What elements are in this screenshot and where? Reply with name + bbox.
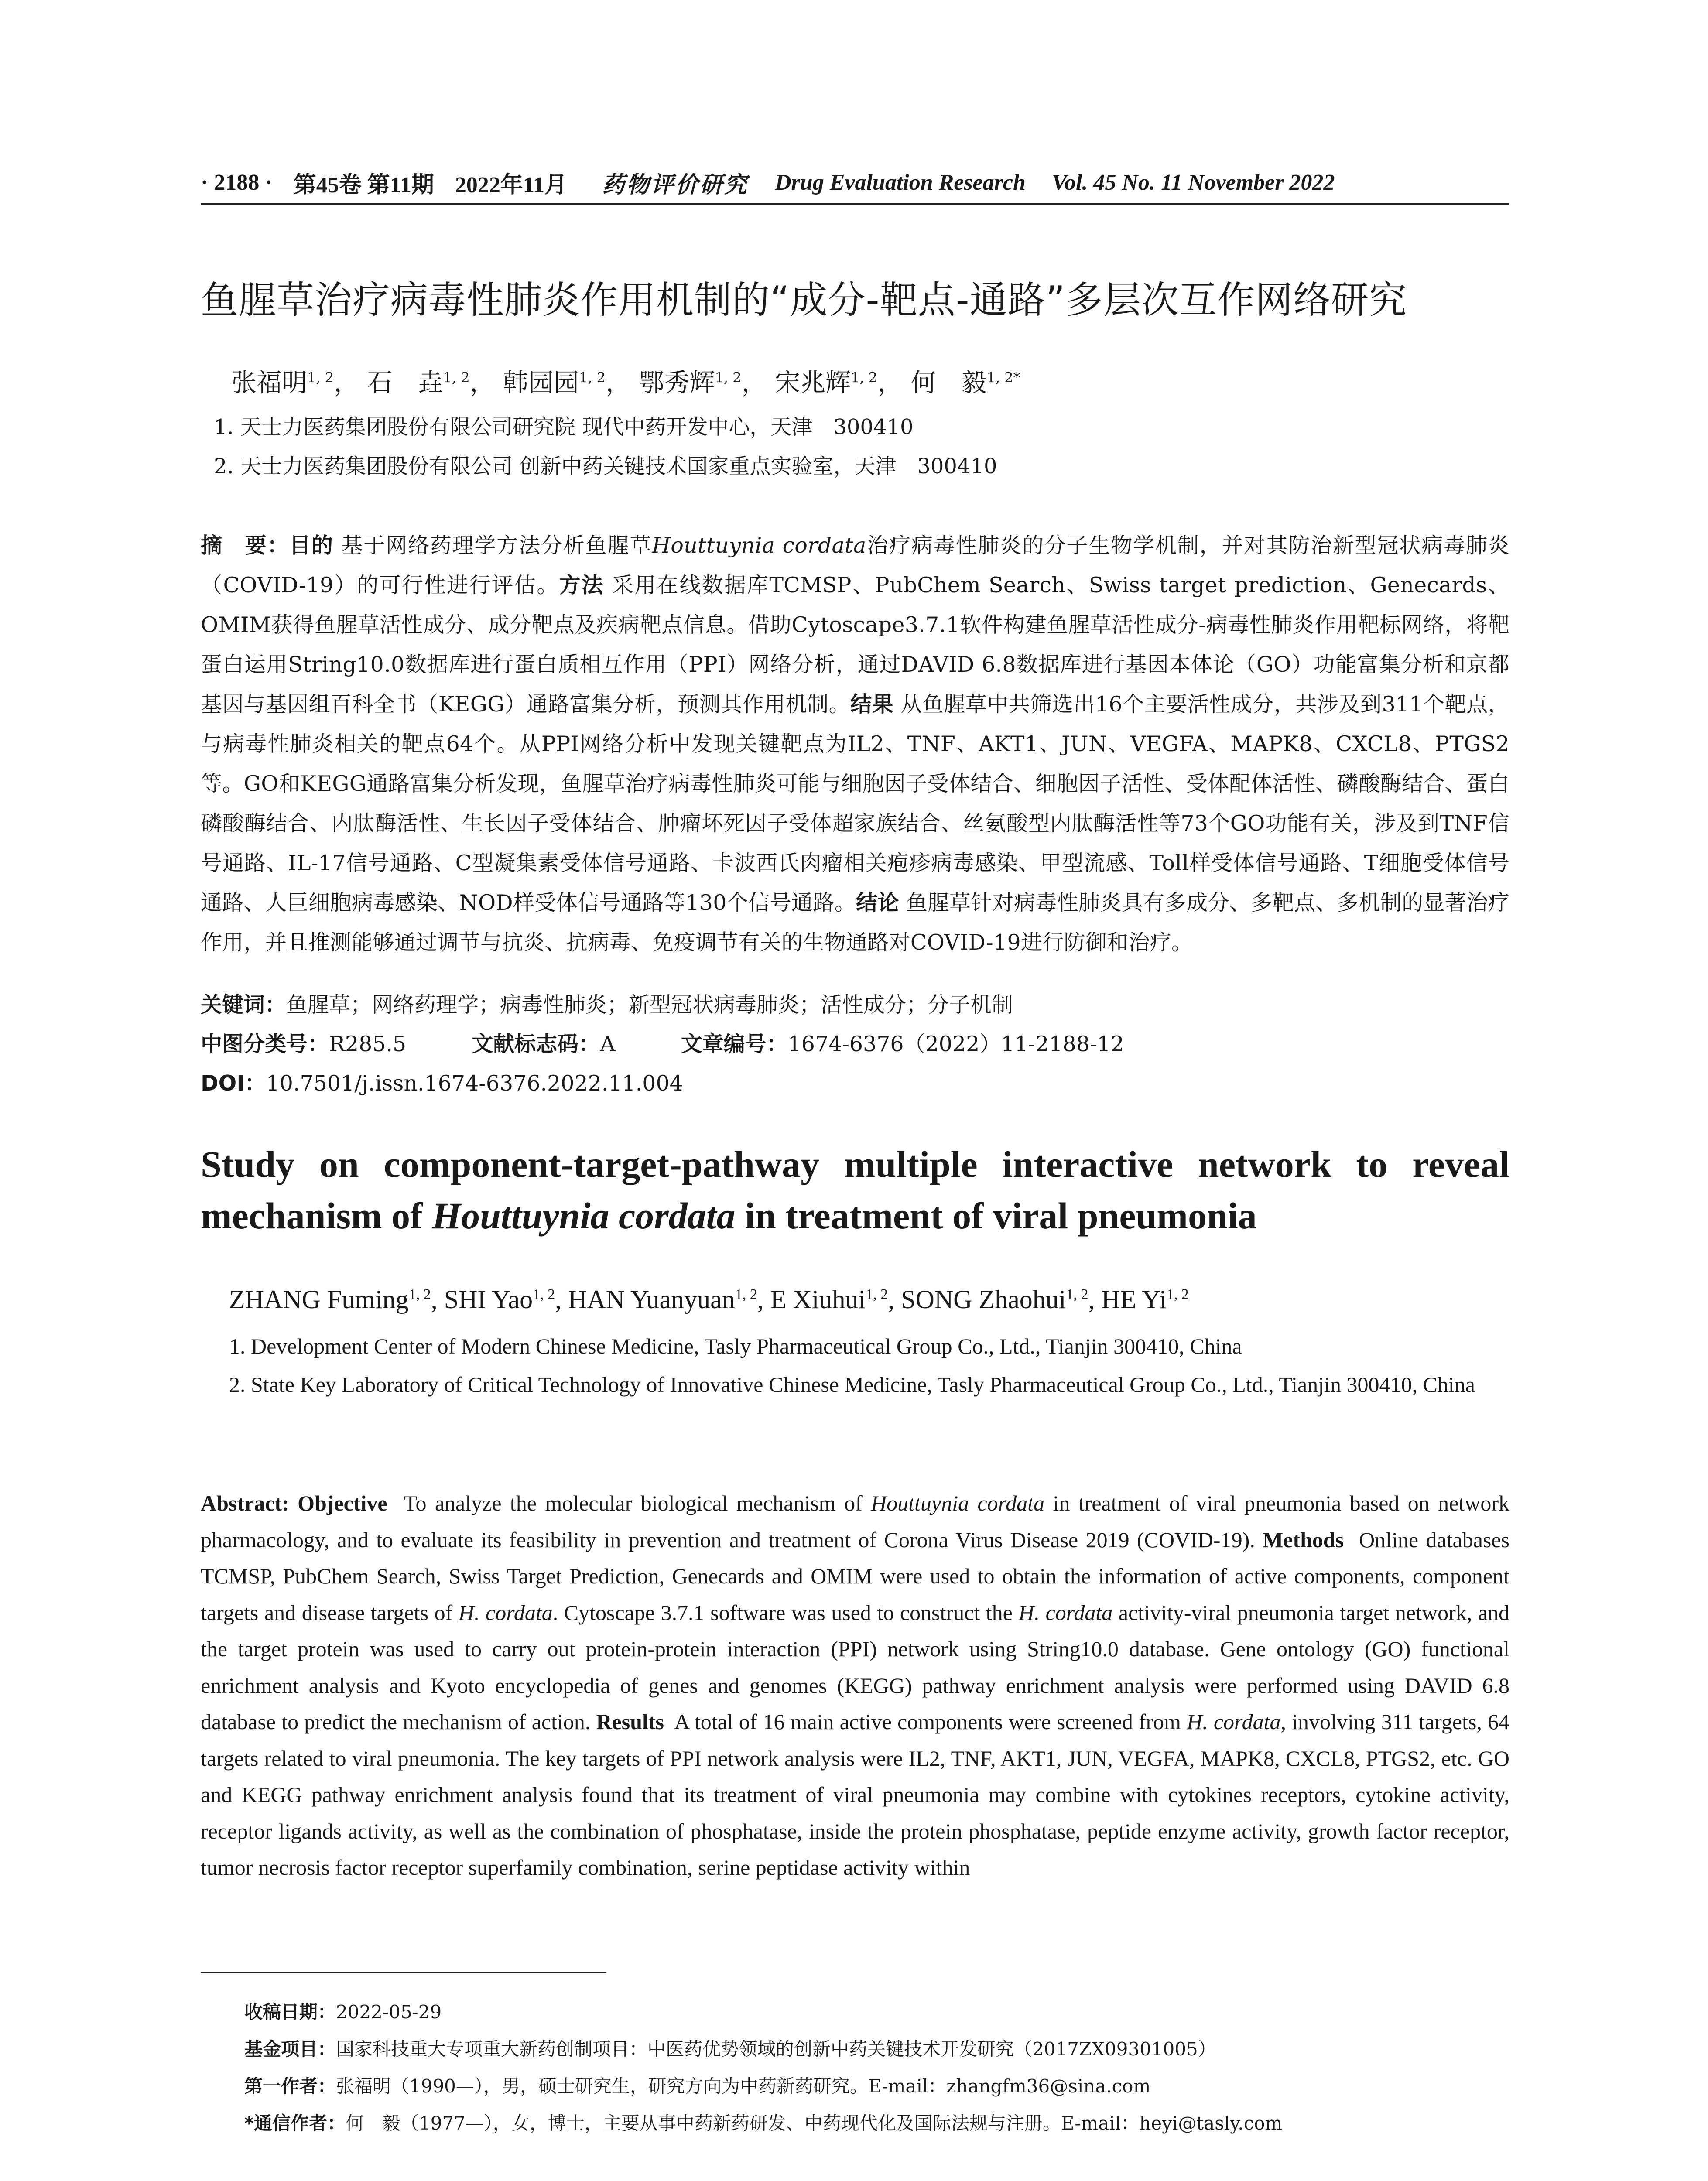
keywords-label: 关键词： (201, 992, 287, 1017)
title-en (201, 1138, 1509, 1241)
author-cn: 宋兆辉 (775, 368, 851, 397)
keywords-value: 鱼腥草；网络药理学；病毒性肺炎；新型冠状病毒肺炎；活性成分；分子机制 (286, 992, 1013, 1017)
footnote-received (244, 1998, 1509, 2024)
author-affil-sup: 1, 2 (851, 369, 878, 386)
author-affil-sup: 1, 2 (307, 369, 334, 386)
title-en-line1: Study on component-target-pathway multiple interactive network to reveal (201, 1143, 1509, 1185)
conclusion-label: 结论 (856, 890, 899, 915)
doi-line (201, 1067, 1509, 1097)
author-affil-sup: 1, 2 (715, 369, 742, 386)
author-en: HE Yi (1101, 1285, 1167, 1314)
article-no-value: 1674-6376（2022）11-2188-12 (787, 1032, 1124, 1056)
results-en-label: Results (596, 1709, 664, 1734)
footnote-fund (244, 2035, 1509, 2061)
footnote-label: 收稿日期： (244, 2001, 336, 2023)
issue-en: Vol. 45 No. 11 November 2022 (1051, 170, 1335, 195)
objective-text: 基于网络药理学方法分析鱼腥草 (341, 533, 652, 558)
abstract-cn (201, 526, 1509, 962)
date-cn: 2022年11月 (455, 172, 567, 198)
authors-cn: 张福明$^{1, 2}$， 石 垚$^{1, 2}$， 韩园园$^{1, 2}$， 鄂秀辉$^{1, 2}$， 宋兆辉$^{1, 2}$， 何 毅$^{1, 2*}$ (231, 368, 1020, 397)
species-italic: Houttuynia cordata (871, 1491, 1045, 1515)
author-affil-sup: 1, 2 (1066, 1286, 1088, 1302)
affiliation-en: 1. Development Center of Modern Chinese Medicine, Tasly Pharmaceutical Group Co., Ltd., Tianjin 300410, China (229, 1334, 1242, 1358)
classification-line (201, 1027, 1509, 1058)
authors-en: ZHANG Fuming$^{1, 2}$, SHI Yao$^{1, 2}$, HAN Yuanyuan$^{1, 2}$, E Xiuhui$^{1, 2}$, SONG Zhaohui$^{1, 2}$, HE Yi$^{1, 2}$ (229, 1285, 1189, 1314)
affiliation-en: 2. State Key Laboratory of Critical Technology of Innovative Chinese Medicine, Tasly Pharmaceutical Group Co., Ltd., Tianjin 300410, China (229, 1372, 1475, 1397)
conclusion-text: 鱼腥草针对病毒性肺炎具有多成分、多靶点、多机制的显著治疗作用，并且推测能够通过调节与抗炎、抗病毒、免疫调节有关的生物通路对COVID-19进行防御和治疗。 (201, 890, 1509, 955)
author-affil-sup: 1, 2 (1166, 1286, 1189, 1302)
methods-en-label: Methods (1263, 1527, 1344, 1552)
species-italic: Houttuynia cordata (652, 533, 866, 558)
abstract-label: 摘 要： (201, 533, 290, 558)
title-en-line2a: mechanism of (201, 1195, 432, 1237)
footnote-value: 国家科技重大专项重大新药创制项目：中医药优势领域的创新中药关键技术开发研究（2017ZX09301005） (336, 2038, 1216, 2060)
footnote-rule (201, 1972, 606, 1973)
title-en-line2b: in treatment of viral pneumonia (735, 1195, 1257, 1237)
abstract-en (201, 1485, 1509, 1886)
journal-name-en: Drug Evaluation Research (774, 170, 1026, 195)
results-label: 结果 (850, 692, 894, 717)
footnote-label: *通信作者： (244, 2113, 346, 2134)
author-en: SHI Yao (444, 1285, 533, 1314)
methods-label: 方法 (559, 573, 604, 598)
doi-value: 10.7501/j.issn.1674-6376.2022.11.004 (266, 1071, 683, 1096)
author-affil-sup: 1, 2 (579, 369, 606, 386)
running-header (201, 169, 1509, 198)
clc-value: R285.5 (329, 1032, 407, 1056)
author-en: E Xiuhui (770, 1285, 866, 1314)
footnote-value: 2022-05-29 (336, 2001, 442, 2023)
objective-en-label: Objective (298, 1491, 387, 1515)
author-en: ZHANG Fuming (229, 1285, 409, 1314)
issue-cn: 第45卷 第11期 (293, 172, 434, 198)
affiliation-cn: 1. 天士力医药集团股份有限公司研究院 现代中药开发中心，天津 300410 (214, 415, 914, 439)
author-affil-sup: 1, 2 (735, 1286, 757, 1302)
affiliation-cn: 2. 天士力医药集团股份有限公司 创新中药关键技术国家重点实验室，天津 300410 (214, 454, 997, 479)
author-affil-sup: 1, 2 (443, 369, 470, 386)
footnote-value: 何 毅（1977—），女，博士，主要从事中药新药研发、中药现代化及国际法规与注册。E-mail：heyi@tasly.com (345, 2113, 1283, 2134)
objective-text: 治疗病毒性肺炎的分子生物学机制，并对其防治新型冠状病毒肺炎（COVID-19）的可行性进行评估。 (201, 533, 1509, 598)
doi-label: DOI： (201, 1071, 266, 1096)
author-cn: 鄂秀辉 (639, 368, 715, 397)
header-rule (201, 203, 1509, 205)
results-text: 从鱼腥草中共筛选出16个主要活性成分，共涉及到311个靶点，与病毒性肺炎相关的靶点64个。从PPI网络分析中发现关键靶点为IL2、TNF、AKT1、JUN、VEGFA、MAPK8、CXCL8、PTGS2等。GO和KEGG通路富集分析发现，鱼腥草治疗病毒性肺炎可能与细胞因子受体结合、细胞因子活性、受体配体活性、磷酸酶结合、蛋白磷酸酶结合、内肽酶活性、生长因子受体结合、肿瘤坏死因子受体超家族结合、丝氨酸型内肽酶活性等73个GO功能有关，涉及到TNF信号通路、IL-17信号通路、C型凝集素受体信号通路、卡波西氏肉瘤相关疱疹病毒感染、甲型流感、Toll样受体信号通路、T细胞受体信号通路、人巨细胞病毒感染、NOD样受体信号通路等130个信号通路。 (201, 692, 1509, 915)
author-affil-sup: 1, 2 (866, 1286, 888, 1302)
species-italic: H. cordata (1018, 1600, 1113, 1625)
species-italic: H. cordata (1187, 1709, 1281, 1734)
author-affil-sup: 1, 2 (533, 1286, 555, 1302)
methods-text: 采用在线数据库TCMSP、PubChem Search、Swiss target prediction、Genecards、OMIM获得鱼腥草活性成分、成分靶点及疾病靶点信息。借助Cytoscape3.7.1软件构建鱼腥草活性成分-病毒性肺炎作用靶标网络，将靶蛋白运用String10.0数据库进行蛋白质相互作用（PPI）网络分析，通过DAVID 6.8数据库进行基因本体论（GO）功能富集分析和京都基因与基因组百科全书（KEGG）通路富集分析，预测其作用机制。 (201, 573, 1509, 717)
clc-label: 中图分类号： (201, 1032, 329, 1056)
doc-code-label: 文献标志码： (472, 1032, 600, 1056)
author-cn: 石 垚 (367, 368, 443, 397)
footnote-label: 第一作者： (244, 2075, 336, 2097)
page-number: · 2188 · (201, 170, 273, 195)
journal-logo-cn: 药物评价研究 (602, 172, 749, 198)
methods-en-text: . Cytoscape 3.7.1 software was used to construct the (552, 1600, 1013, 1625)
results-en-text: , involving 311 targets, 64 targets related to viral pneumonia. The key targets of PPI network analysis were IL2, TNF, AKT1, JUN, VEGFA, MAPK8, CXCL8, PTGS2, etc. GO and KEGG pathway enrichment analysis found that its treatment of viral pneumonia may combine with cytokines receptors, cytokine activity, receptor ligands activity, as well as the combination of phosphatase, inside the protein phosphatase, peptide enzyme activity, growth factor receptor, tumor necrosis factor receptor superfamily combination, serine peptidase activity within (201, 1709, 1510, 1880)
author-cn: 张福明 (231, 368, 308, 397)
author-en: SONG Zhaohui (901, 1285, 1066, 1314)
keywords-cn (201, 988, 1509, 1019)
doc-code-value: A (600, 1032, 616, 1056)
results-en-text: A total of 16 main active components were screened from (674, 1709, 1181, 1734)
species-italic: H. cordata (458, 1600, 553, 1625)
footnote-value: 张福明（1990—），男，硕士研究生，研究方向为中药新药研究。E-mail：zhangfm36@sina.com (336, 2075, 1151, 2097)
author-affil-sup: 1, 2* (986, 369, 1020, 386)
objective-en-text: To analyze the molecular biological mechanism of (404, 1491, 863, 1515)
article-no-label: 文章编号： (681, 1032, 788, 1056)
methods-en-text: activity-viral pneumonia target network, and the target protein was used to carry out protein-protein interaction (PPI) network using String10.0 database. Gene ontology (GO) functional enrichment analysis and Kyoto encyclopedia of genes and genomes (KEGG) pathway enrichment analysis were performed using DAVID 6.8 database to predict the mechanism of action. (201, 1600, 1510, 1734)
title-cn: 鱼腥草治疗病毒性肺炎作用机制的“成分-靶点-通路”多层次互作网络研究 (201, 278, 1407, 322)
objective-label: 目的 (289, 533, 334, 558)
abstract-en-label: Abstract: (201, 1491, 289, 1515)
author-cn: 何 毅 (910, 368, 987, 397)
title-en-species: Houttuynia cordata (432, 1195, 736, 1237)
footnote-label: 基金项目： (244, 2038, 336, 2060)
author-en: HAN Yuanyuan (568, 1285, 735, 1314)
methods-en-text: Online databases TCMSP, PubChem Search, Swiss Target Prediction, Genecards and OMIM were used to obtain the information of active components, component targets and disease targets of (201, 1527, 1509, 1625)
author-cn: 韩园园 (503, 368, 579, 397)
footnote-corresponding (244, 2109, 1509, 2135)
objective-en-text: in treatment of viral pneumonia based on network pharmacology, and to evaluate its feasibility in prevention and treatment of Corona Virus Disease 2019 (COVID-19). (201, 1491, 1510, 1552)
author-affil-sup: 1, 2 (408, 1286, 431, 1302)
footnote-first-author (244, 2072, 1509, 2098)
